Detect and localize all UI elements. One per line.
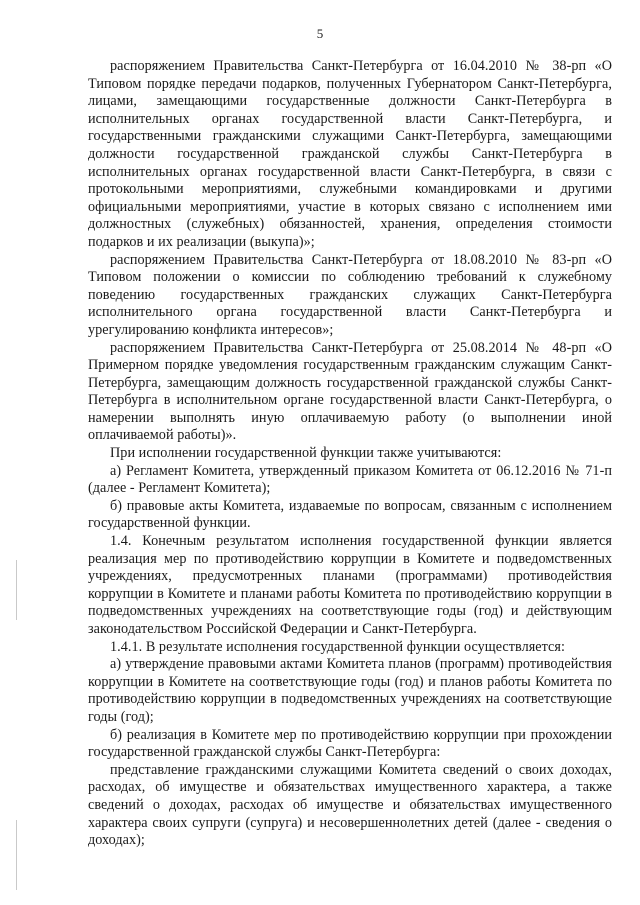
paragraph-also-considered: При исполнении государственной функции также учитываются: [110, 445, 502, 462]
paragraph-section-1-4: 1.4. Конечным результатом исполнения государственной функции является реализация мер по противодействию коррупции в Комитете и подведомственных учреждениях, предусмотренных планами (программами) противодействия коррупции в Комитете и планами работы Комитета по противодействию коррупции в подведомственных учреждениях на соответствующие годы (год) и действующим законодательством Российской Федерации и Санкт-Петербурга. [88, 533, 612, 637]
paragraph-order-83rp: распоряжением Правительства Санкт-Петербурга от 18.08.2010 № 83-рп «О Типовом положении о комиссии по соблюдению требований к служебному поведению государственных гражданских служащих Санкт-Петербурга исполнительного органа государственной власти Санкт-Петербурга и урегулированию конфликта интересов»; [88, 251, 612, 338]
paragraph-section-1-4-1: 1.4.1. В результате исполнения государственной функции осуществляется: [110, 638, 565, 655]
paragraph-order-38rp: распоряжением Правительства Санкт-Петербурга от 16.04.2010 № 38-рп «О Типовом порядке передачи подарков, полученных Губернатором Санкт-Петербурга, лицами, замещающими государственные должности Санкт-Петербурга в исполнительных органах государственной власти Санкт-Петербурга, и государственными гражданскими служащими Санкт-Петербурга, замещающими должности государственной гражданской службы Санкт-Петербурга в исполнительных органах государственной власти Санкт-Петербурга, в связи с протокольными мероприятиями, служебными командировками и другими официальными мероприятиями, участие в которых связано с исполнением ими должностных (служебных) обязанностей, хранения, определения стоимости подарков и их реализации (выкупа)»; [88, 58, 612, 250]
scan-edge-mark [16, 820, 17, 890]
page-number: 5 [316, 26, 324, 41]
paragraph-item-b-legal-acts: б) правовые акты Комитета, издаваемые по вопросам, связанным с исполнением государственной функции. [88, 497, 612, 532]
paragraph-item-a-plans: а) утверждение правовыми актами Комитета планов (программ) противодействия коррупции в Комитете на соответствующие годы (год) и планов работы Комитета по противодействию коррупции в подведомственных учреждениях на соответствующие годы (год); [88, 656, 612, 725]
paragraph-item-b-measures: б) реализация в Комитете мер по противодействию коррупции при прохождении государственной гражданской службы Санкт-Петербурга: [88, 726, 612, 761]
paragraph-item-a-regulation: а) Регламент Комитета, утвержденный приказом Комитета от 06.12.2016 № 71-п (далее - Регламент Комитета); [88, 462, 612, 497]
document-body [88, 58, 612, 850]
scan-edge-mark [16, 560, 17, 620]
paragraph-order-48rp: распоряжением Правительства Санкт-Петербурга от 25.08.2014 № 48-рп «О Примерном порядке уведомления государственным гражданским служащим Санкт-Петербурга, замещающим должность государственной гражданской службы Санкт-Петербурга в исполнительном органе государственной власти Санкт-Петербурга, о намерении выполнять иную оплачиваемую работу (о выполнении иной оплачиваемой работы)». [88, 339, 612, 444]
paragraph-income-declarations: представление гражданскими служащими Комитета сведений о своих доходах, расходах, об имуществе и обязательствах имущественного характера, а также сведений о доходах, расходах об имуществе и обязательствах имущественного характера своих супруги (супруга) и несовершеннолетних детей (далее - сведения о доходах); [88, 761, 612, 849]
